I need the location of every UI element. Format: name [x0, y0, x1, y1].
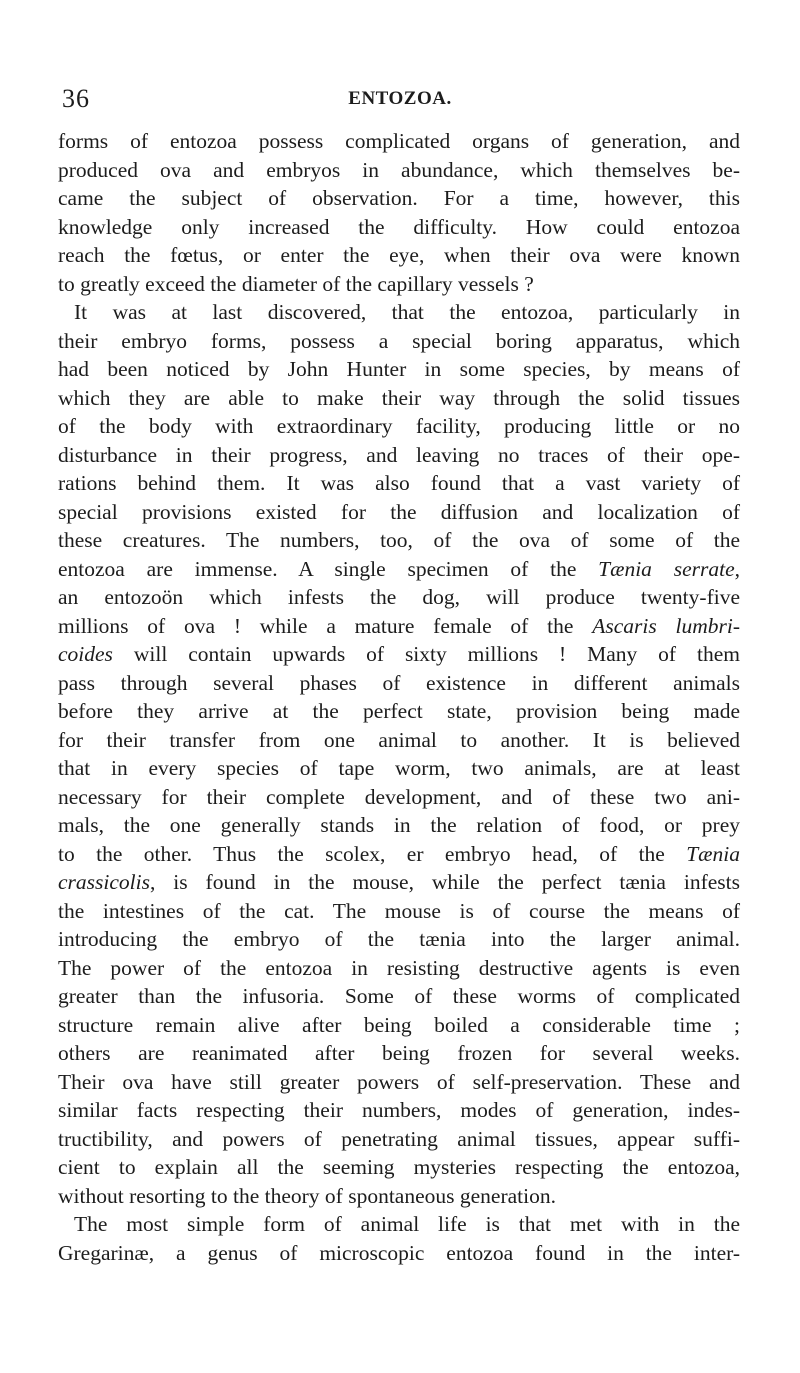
text-segment: others are reanimated after being frozen for several weeks. — [58, 1041, 740, 1065]
text-line — [58, 1182, 740, 1211]
text-line — [58, 754, 740, 783]
text-segment: produced ova and embryos in abundance, which themselves be- — [58, 157, 740, 182]
text-line — [58, 868, 740, 897]
italic-term: coides — [58, 642, 113, 666]
text-line — [58, 469, 740, 498]
text-line — [58, 982, 740, 1011]
text-segment: special provisions existed for the diffusion and localization of — [58, 499, 740, 524]
text-segment: to greatly exceed the diameter of the capillary vessels ? — [58, 271, 534, 296]
text-segment: which they are able to make their way through the solid tissues — [58, 385, 740, 410]
text-segment: came the subject of observation. For a time, however, this — [58, 186, 740, 210]
text-segment: of the body with extraordinary facility, producing little or no — [58, 414, 740, 438]
italic-term: Ascaris lumbri- — [592, 613, 740, 638]
text-line — [58, 355, 740, 384]
text-segment: similar facts respecting their numbers, modes of generation, indes- — [58, 1098, 740, 1122]
text-segment: that in every species of tape worm, two animals, are at least — [58, 756, 740, 780]
text-segment: The most simple form of animal life is that met with in the — [74, 1212, 740, 1236]
text-segment: cient to explain all the seeming mysteries respecting the entozoa, — [58, 1155, 740, 1179]
text-line — [58, 1011, 740, 1040]
text-line — [58, 498, 740, 527]
text-segment: necessary for their complete development, and of these two ani- — [58, 784, 740, 809]
text-line — [58, 583, 740, 612]
text-line — [58, 241, 740, 270]
text-line — [58, 1096, 740, 1125]
text-line — [58, 298, 740, 327]
text-segment: forms of entozoa possess complicated organs of generation, and — [58, 129, 740, 153]
text-line — [58, 783, 740, 812]
text-line — [58, 156, 740, 185]
text-line — [58, 897, 740, 926]
text-line — [58, 384, 740, 413]
text-line — [58, 1153, 740, 1182]
italic-term: Tænia — [686, 841, 740, 866]
text-line — [58, 526, 740, 555]
text-segment: knowledge only increased the difficulty. How could entozoa — [58, 214, 740, 239]
text-segment: pass through several phases of existence in different animals — [58, 670, 740, 695]
text-segment: Gregarinæ, a genus of microscopic entozoa found in the inter- — [58, 1240, 740, 1265]
page-number: 36 — [62, 84, 90, 113]
text-line — [58, 213, 740, 242]
text-line — [58, 954, 740, 983]
text-segment: the intestines of the cat. The mouse is of course the means of — [58, 898, 740, 923]
text-segment: structure remain alive after being boiled a considerable time ; — [58, 1012, 740, 1037]
text-segment: these creatures. The numbers, too, of the ova of some of the — [58, 528, 740, 552]
text-line — [58, 925, 740, 954]
text-line — [58, 327, 740, 356]
text-line — [58, 555, 740, 584]
italic-term: crassicolis — [58, 870, 150, 894]
text-line — [58, 640, 740, 669]
text-line — [58, 811, 740, 840]
text-segment: Their ova have still greater powers of self-preservation. These and — [58, 1069, 740, 1094]
text-segment: rations behind them. It was also found that a vast variety of — [58, 471, 740, 495]
text-line — [58, 1125, 740, 1154]
text-segment: for their transfer from one animal to another. It is believed — [58, 727, 740, 752]
text-segment: reach the fœtus, or enter the eye, when their ova were known — [58, 243, 740, 267]
text-line — [58, 1039, 740, 1068]
text-segment: , — [734, 556, 740, 581]
text-segment: , is found in the mouse, while the perfect tænia infests — [149, 870, 740, 894]
body-text — [58, 127, 740, 1267]
text-segment: millions of ova ! while a mature female of the — [58, 613, 593, 638]
text-line — [58, 1210, 740, 1239]
text-segment: had been noticed by John Hunter in some species, by means of — [58, 357, 740, 381]
text-line — [58, 412, 740, 441]
text-line — [58, 1068, 740, 1097]
text-segment: mals, the one generally stands in the relation of food, or prey — [58, 813, 740, 837]
text-segment: disturbance in their progress, and leaving no traces of their ope- — [58, 442, 740, 467]
text-segment: an entozoön which infests the dog, will produce twenty-five — [58, 585, 740, 609]
text-segment: tructibility, and powers of penetrating animal tissues, appear suffi- — [58, 1126, 740, 1151]
italic-term: Tænia serrate — [598, 556, 735, 581]
running-head: ENTOZOA. — [348, 88, 452, 109]
text-line — [58, 840, 740, 869]
text-segment: The power of the entozoa in resisting destructive agents is even — [58, 955, 740, 980]
text-line — [58, 612, 740, 641]
text-segment: entozoa are immense. A single specimen of the — [58, 556, 599, 581]
text-segment: greater than the infusoria. Some of these worms of complicated — [58, 984, 740, 1008]
text-segment: their embryo forms, possess a special boring apparatus, which — [58, 328, 740, 353]
text-line — [58, 441, 740, 470]
text-segment: without resorting to the theory of spontaneous generation. — [58, 1183, 556, 1208]
text-segment: to the other. Thus the scolex, er embryo head, of the — [58, 841, 687, 866]
text-line — [58, 697, 740, 726]
text-segment: introducing the embryo of the tænia into the larger animal. — [58, 927, 740, 951]
text-line — [58, 669, 740, 698]
text-segment: before they arrive at the perfect state, provision being made — [58, 699, 740, 723]
text-segment: will contain upwards of sixty millions ! Many of them — [112, 642, 740, 666]
text-line — [58, 1239, 740, 1268]
text-line — [58, 127, 740, 156]
text-line — [58, 270, 740, 299]
text-segment: It was at last discovered, that the entozoa, particularly in — [74, 300, 740, 324]
text-line — [58, 726, 740, 755]
text-line — [58, 184, 740, 213]
